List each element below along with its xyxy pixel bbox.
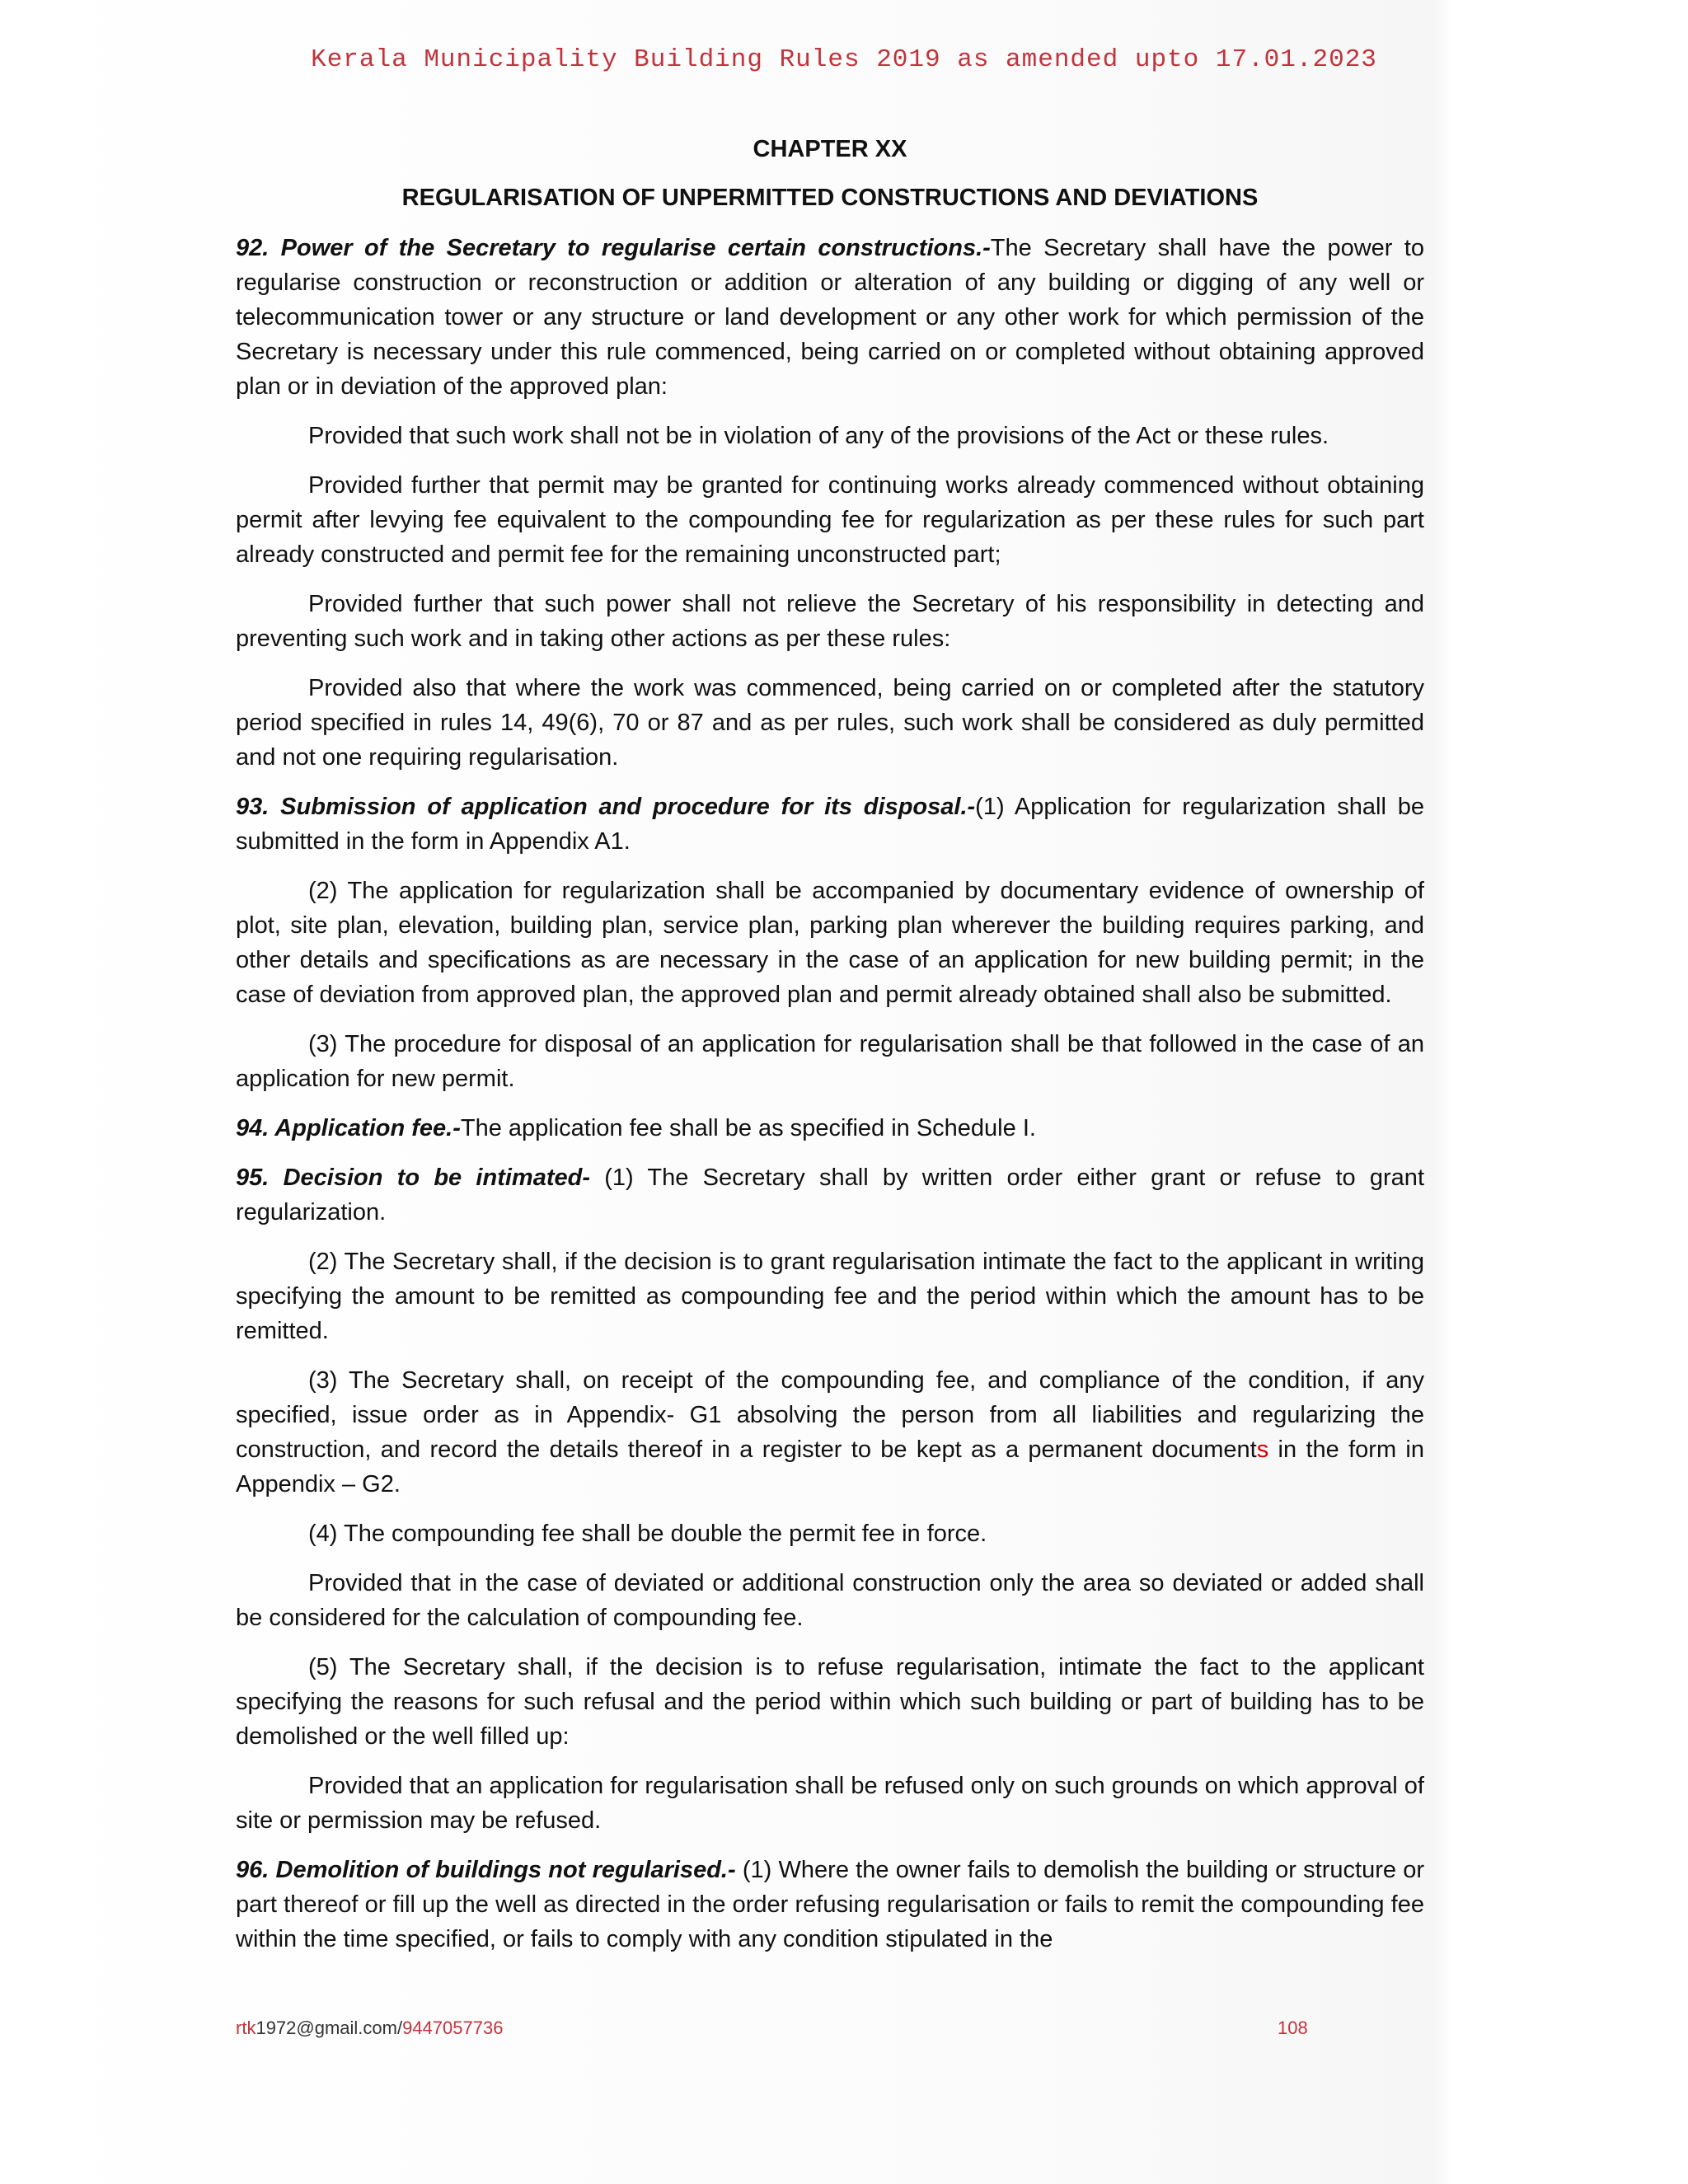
- rule-95-sub-2: (2) The Secretary shall, if the decision is to grant regularisation intimate the fact to the applicant in writing specifying the amount to be remitted as compounding fee and the period within which the amount has to be remitted.: [236, 1249, 1424, 1344]
- rule-92-proviso-2: Provided further that permit may be granted for continuing works already commenced without obtaining permit after levying fee equivalent to the compounding fee for regularization as per these rules for such part already constructed and permit fee for the remaining unconstructed part;: [236, 472, 1424, 568]
- rule-95-sub-4: (4) The compounding fee shall be double the permit fee in force.: [308, 1521, 987, 1547]
- rule-95-sub-3-correction: s: [1256, 1436, 1269, 1463]
- rule-95: [236, 1160, 1424, 1230]
- running-header: Kerala Municipality Building Rules 2019 as amended upto 17.01.2023: [311, 45, 1377, 74]
- rule-93-heading: 93. Submission of application and procedure for its disposal.-: [236, 794, 976, 820]
- rule-95-text: (1) The Secretary shall by written order either grant or refuse to grant regularization.: [236, 1165, 1424, 1226]
- rule-95-sub-5: (5) The Secretary shall, if the decision is to refuse regularisation, intimate the fact to the applicant specifying the reasons for such refusal and the period within which such building or part of building has to be demolished or the well filled up:: [236, 1654, 1424, 1750]
- rule-92-proviso-4: Provided also that where the work was commenced, being carried on or completed after the statutory period specified in rules 14, 49(6), 70 or 87 and as per rules, such work shall be considered as duly permitted and not one requiring regularisation.: [236, 675, 1424, 771]
- rule-96-text: (1) Where the owner fails to demolish the building or structure or part thereof or fill up the well as directed in the order refusing regularisation or fails to remit the compounding fee within the time specified, or fails to comply with any condition stipulated in the: [236, 1857, 1424, 1952]
- rule-95-sub-4-proviso: Provided that in the case of deviated or additional construction only the area so deviated or added shall be considered for the calculation of compounding fee.: [236, 1570, 1424, 1631]
- chapter-number: CHAPTER XX: [753, 136, 907, 162]
- rule-92-text: The Secretary shall have the power to regularise construction or reconstruction or addition or alteration of any building or digging of any well or telecommunication tower or any structure or land development or any other work for which permission of the Secretary is necessary under this rule commenced, being carried on or completed without obtaining approved plan or in deviation of the approved plan:: [236, 235, 1424, 400]
- rule-96: [236, 1853, 1424, 1957]
- rule-95-heading: 95. Decision to be intimated-: [236, 1165, 590, 1191]
- page-number: 108: [1278, 2018, 1308, 2038]
- document-body: [236, 231, 1424, 1971]
- rule-92-proviso-3: Provided further that such power shall not relieve the Secretary of his responsibility in detecting and preventing such work and in taking other actions as per these rules:: [236, 591, 1424, 652]
- rule-95-sub-3-text-b: in the form in Appendix – G2.: [236, 1436, 1424, 1497]
- rule-95-sub-3-text-a: (3) The Secretary shall, on receipt of the compounding fee, and compliance of the condition, if any specified, issue order as in Appendix- G1 absolving the person from all liabilities and regularizing the construction, and record the details thereof in a register to be kept as a permanent document: [236, 1367, 1424, 1463]
- footer-contact-prefix: rtk: [236, 2018, 256, 2038]
- rule-93-sub-2: (2) The application for regularization shall be accompanied by documentary evidence of ownership of plot, site plan, elevation, building plan, service plan, parking plan wherever the building requires parking, and other details and specifications as are necessary in the case of an application for new building permit; in the case of deviation from approved plan, the approved plan and permit already obtained shall also be submitted.: [236, 878, 1424, 1008]
- rule-94-heading: 94. Application fee.-: [236, 1115, 461, 1141]
- chapter-title: REGULARISATION OF UNPERMITTED CONSTRUCTIONS AND DEVIATIONS: [401, 185, 1259, 211]
- rule-92-proviso-1: Provided that such work shall not be in violation of any of the provisions of the Act or these rules.: [308, 423, 1329, 449]
- rule-95-sub-3: [236, 1363, 1424, 1502]
- rule-94-text: The application fee shall be as specified in Schedule I.: [460, 1115, 1036, 1141]
- rule-93: [236, 790, 1424, 859]
- rule-92: [236, 231, 1424, 404]
- rule-93-sub-3: (3) The procedure for disposal of an application for regularisation shall be that followed in the case of an application for new permit.: [236, 1031, 1424, 1092]
- rule-95-sub-5-proviso: Provided that an application for regularisation shall be refused only on such grounds on which approval of site or permission may be refused.: [236, 1773, 1424, 1834]
- footer-phone: 9447057736: [402, 2018, 504, 2038]
- rule-93-text: (1) Application for regularization shall be submitted in the form in Appendix A1.: [236, 794, 1424, 855]
- rule-92-heading: 92. Power of the Secretary to regularise certain constructions.-: [236, 235, 991, 261]
- rule-94: [236, 1111, 1424, 1146]
- footer-contact: [236, 2018, 503, 2039]
- rule-96-heading: 96. Demolition of buildings not regularised.-: [236, 1857, 736, 1883]
- footer-email: 1972@gmail.com/: [256, 2018, 403, 2038]
